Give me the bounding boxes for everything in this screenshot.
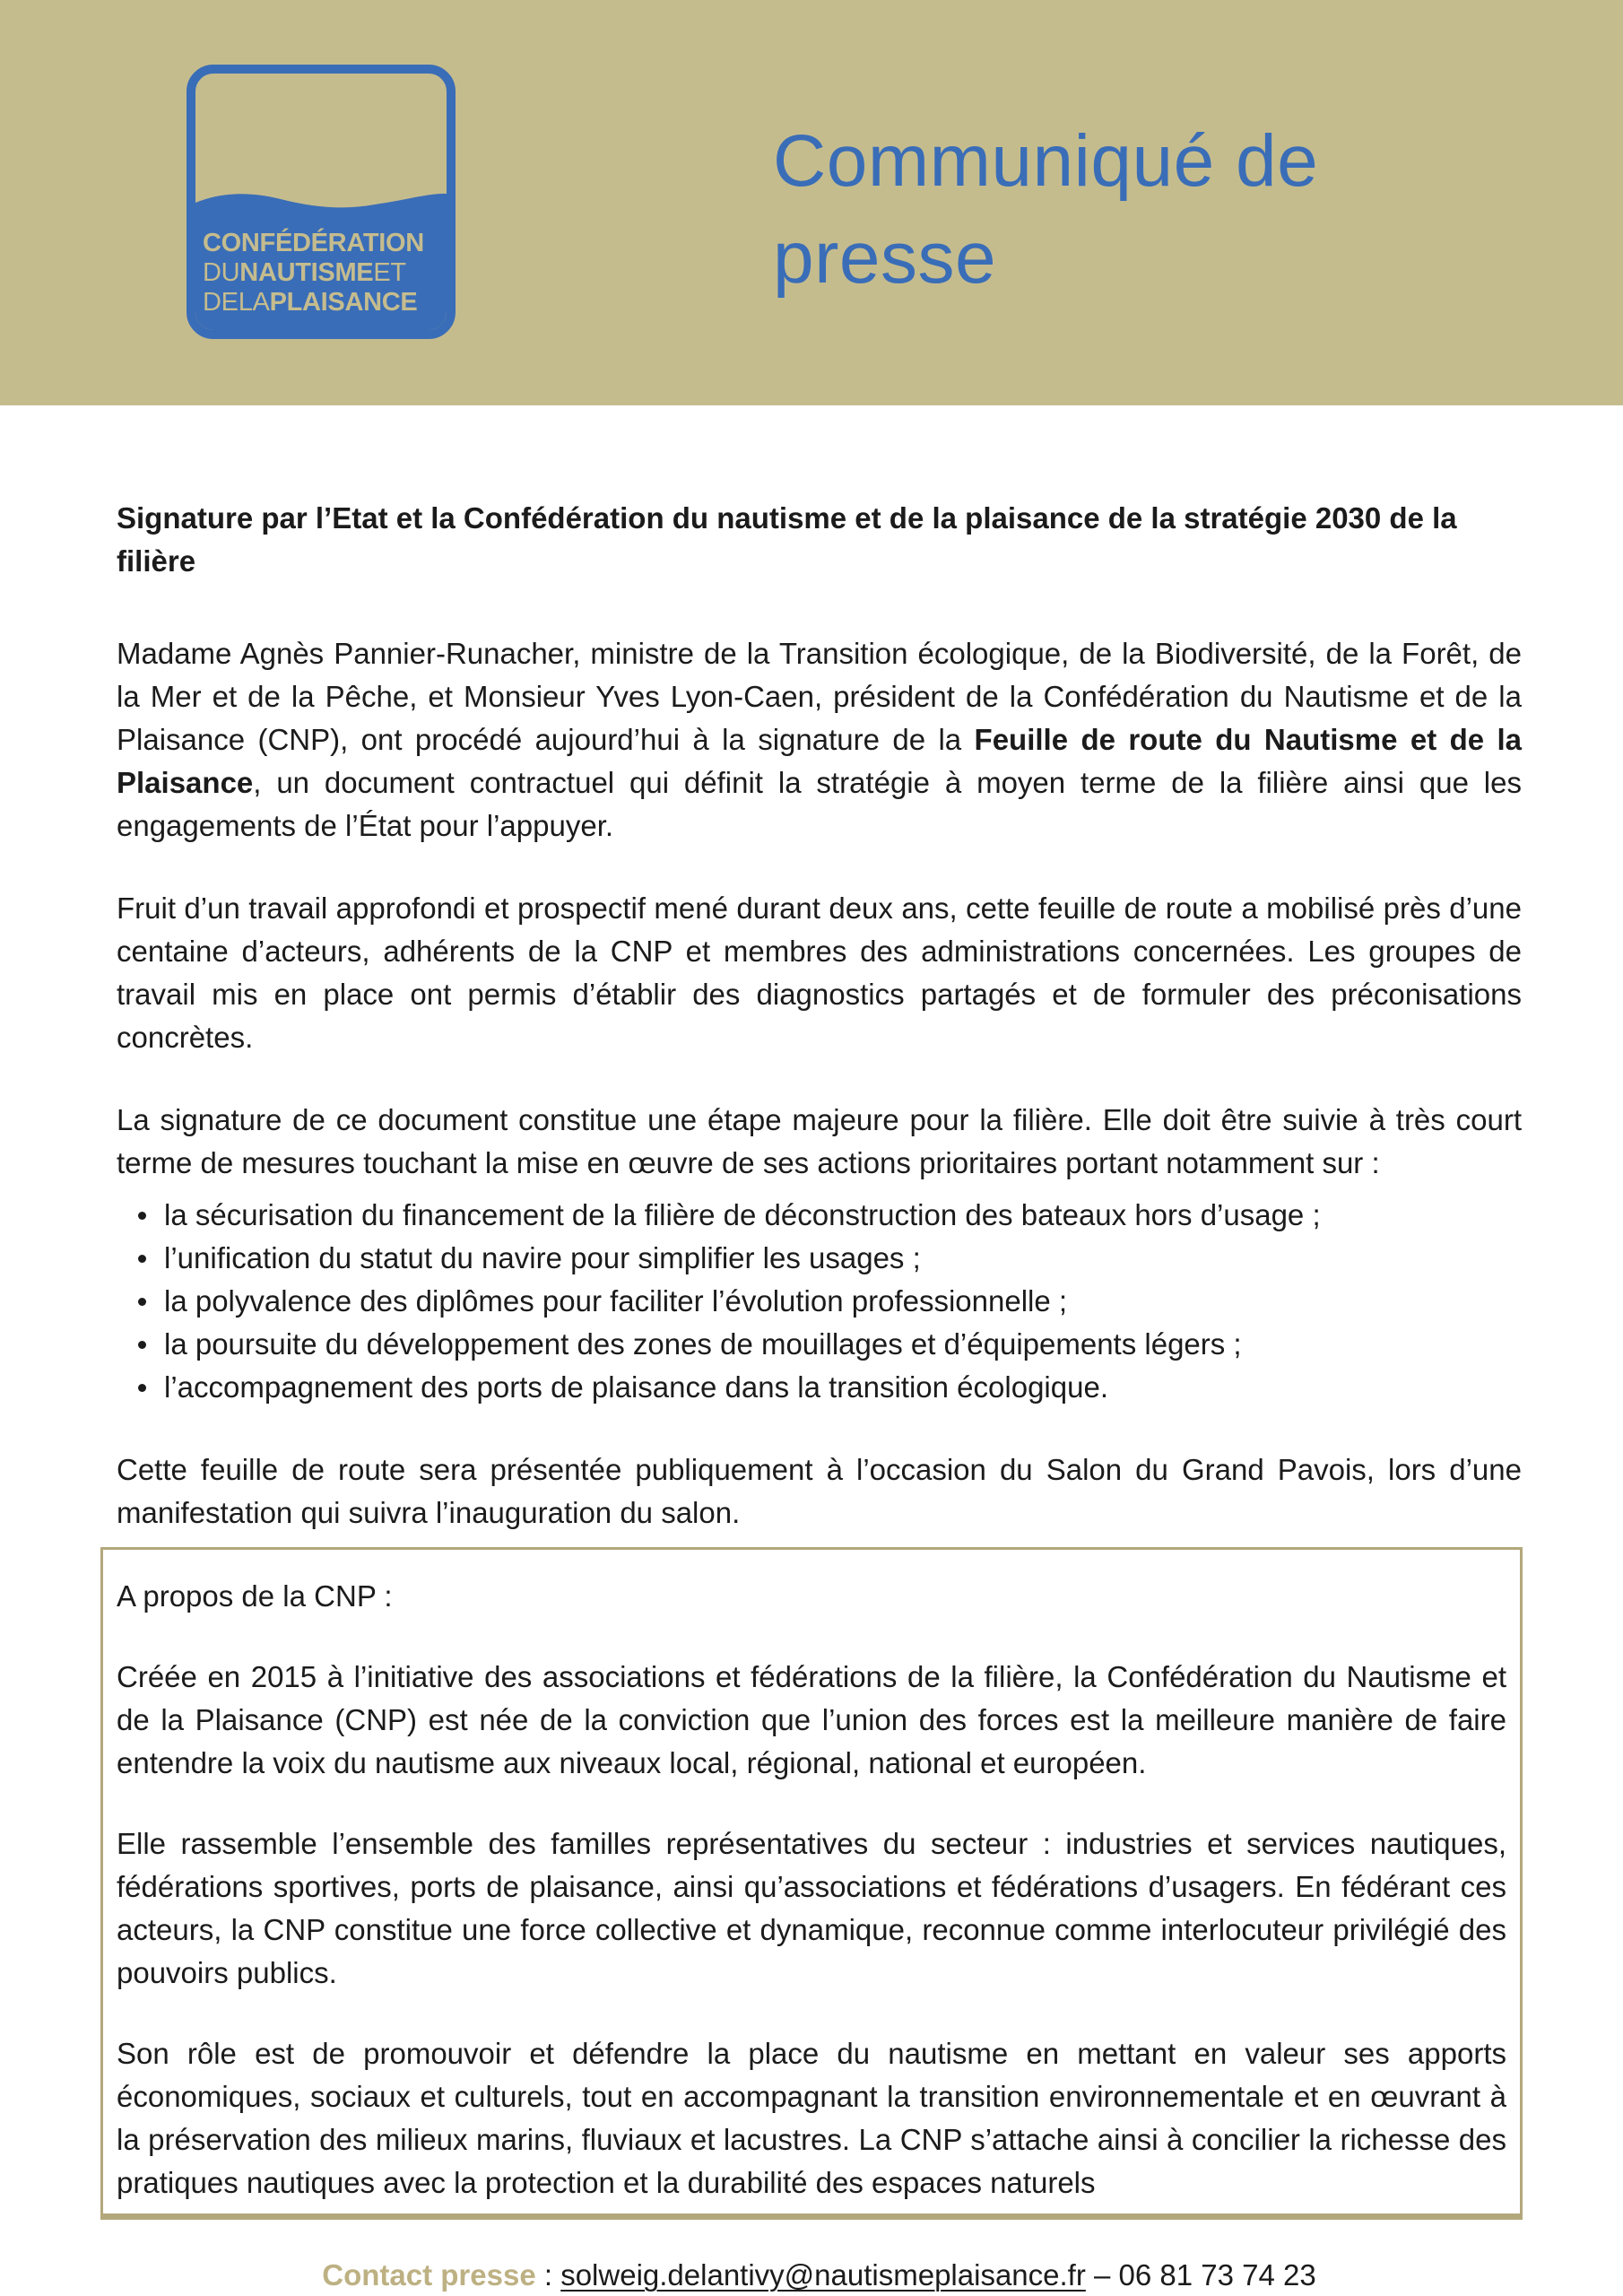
paragraph-travail: Fruit d’un travail approfondi et prospectif mené durant deux ans, cette feuille de route a mobilisé près d’une centaine d’acteurs, adhérents de la CNP et membres des administrations concernées. Les groupes de travail mis en place ont permis d’établir des diagnostics partagés et de formuler des préconisations concrètes. <box>117 891 1522 1054</box>
logo-text <box>203 229 424 317</box>
list-item: la poursuite du développement des zones de mouillages et d’équipements légers ; <box>136 1323 1522 1366</box>
cnp-logo <box>187 65 456 339</box>
paragraph-salon: Cette feuille de route sera présentée publiquement à l’occasion du Salon du Grand Pavois, lors d’une manifestation qui suivra l’inauguration du salon. <box>117 1453 1522 1529</box>
about-paragraph-2: Elle rassemble l’ensemble des familles représentatives du secteur : industries et services nautiques, fédérations sportives, ports de plaisance, ainsi qu’associations et fédérations d’usagers. En fédérant ces acteurs, la CNP constitue une force collective et dynamique, reconnue comme interlocuteur privilégié des pouvoirs publics. <box>117 1827 1506 1989</box>
paragraph-etape: La signature de ce document constitue une étape majeure pour la filière. Elle doit être suivie à très court terme de mesures touchant la mise en œuvre de ses actions prioritaires portant notamment sur : <box>117 1103 1522 1179</box>
headline: Signature par l’Etat et la Confédération du nautisme et de la plaisance de la stratégie 2030 de la filière <box>117 501 1457 578</box>
contact-label: Contact presse <box>322 2258 536 2292</box>
about-cnp-box <box>100 1547 1523 2220</box>
document-body <box>0 497 1623 2296</box>
logo-line-2: DUNAUTISMEET <box>203 258 406 287</box>
paragraph-signature-end: , un document contractuel qui définit la stratégie à moyen terme de la filière ainsi que les engagements de l’État pour l’appuyer. <box>117 766 1522 842</box>
document-type-title <box>773 113 1318 307</box>
contact-separator: : <box>535 2258 561 2292</box>
contact-line <box>117 2254 1522 2296</box>
paragraph-signature-text: Madame Agnès Pannier-Runacher, ministre de la Transition écologique, de la Biodiversité, de la Forêt, de la Mer et de la Pêche, et Monsieur Yves Lyon-Caen, président de la Confédération du Nautisme et de la Plaisance (CNP), ont procédé aujourd’hui à la signature de la <box>117 637 1522 756</box>
about-paragraph-3: Son rôle est de promouvoir et défendre la place du nautisme en mettant en valeur ses apports économiques, sociaux et culturels, tout en accompagnant la transition environnementale et en œuvrant à la préservation des milieux marins, fluviaux et lacustres. La CNP s’attache ainsi à concilier la richesse des pratiques nautiques avec la protection et la durabilité des espaces naturels <box>117 2037 1506 2199</box>
about-paragraph-1: Créée en 2015 à l’initiative des associations et fédérations de la filière, la Confédération du Nautisme et de la Plaisance (CNP) est née de la conviction que l’union des forces est la meilleure manière de faire entendre la voix du nautisme aux niveaux local, régional, national et européen. <box>117 1660 1506 1779</box>
contact-phone: – 06 81 73 74 23 <box>1085 2258 1316 2292</box>
list-item: l’accompagnement des ports de plaisance dans la transition écologique. <box>136 1366 1522 1409</box>
paragraph-signature <box>117 632 1522 848</box>
logo-line-3: DELAPLAISANCE <box>203 288 418 317</box>
priority-actions-list <box>117 1194 1522 1409</box>
document-type-line2: presse <box>773 217 997 299</box>
feuille-de-route-bold: Feuille de route du Nautisme et de la Plaisance <box>117 723 1522 799</box>
list-item: l’unification du statut du navire pour simplifier les usages ; <box>136 1237 1522 1280</box>
list-item: la sécurisation du financement de la filière de déconstruction des bateaux hors d’usage ; <box>136 1194 1522 1237</box>
document-type-line1: Communiqué de <box>773 120 1319 202</box>
about-title: A propos de la CNP : <box>117 1579 393 1613</box>
logo-line-1: CONFÉDÉRATION <box>203 229 424 257</box>
header-banner <box>0 0 1623 405</box>
list-item: la polyvalence des diplômes pour faciliter l’évolution professionnelle ; <box>136 1280 1522 1323</box>
press-contact-email-link[interactable]: solweig.delantivy@nautismeplaisance.fr <box>560 2258 1086 2292</box>
